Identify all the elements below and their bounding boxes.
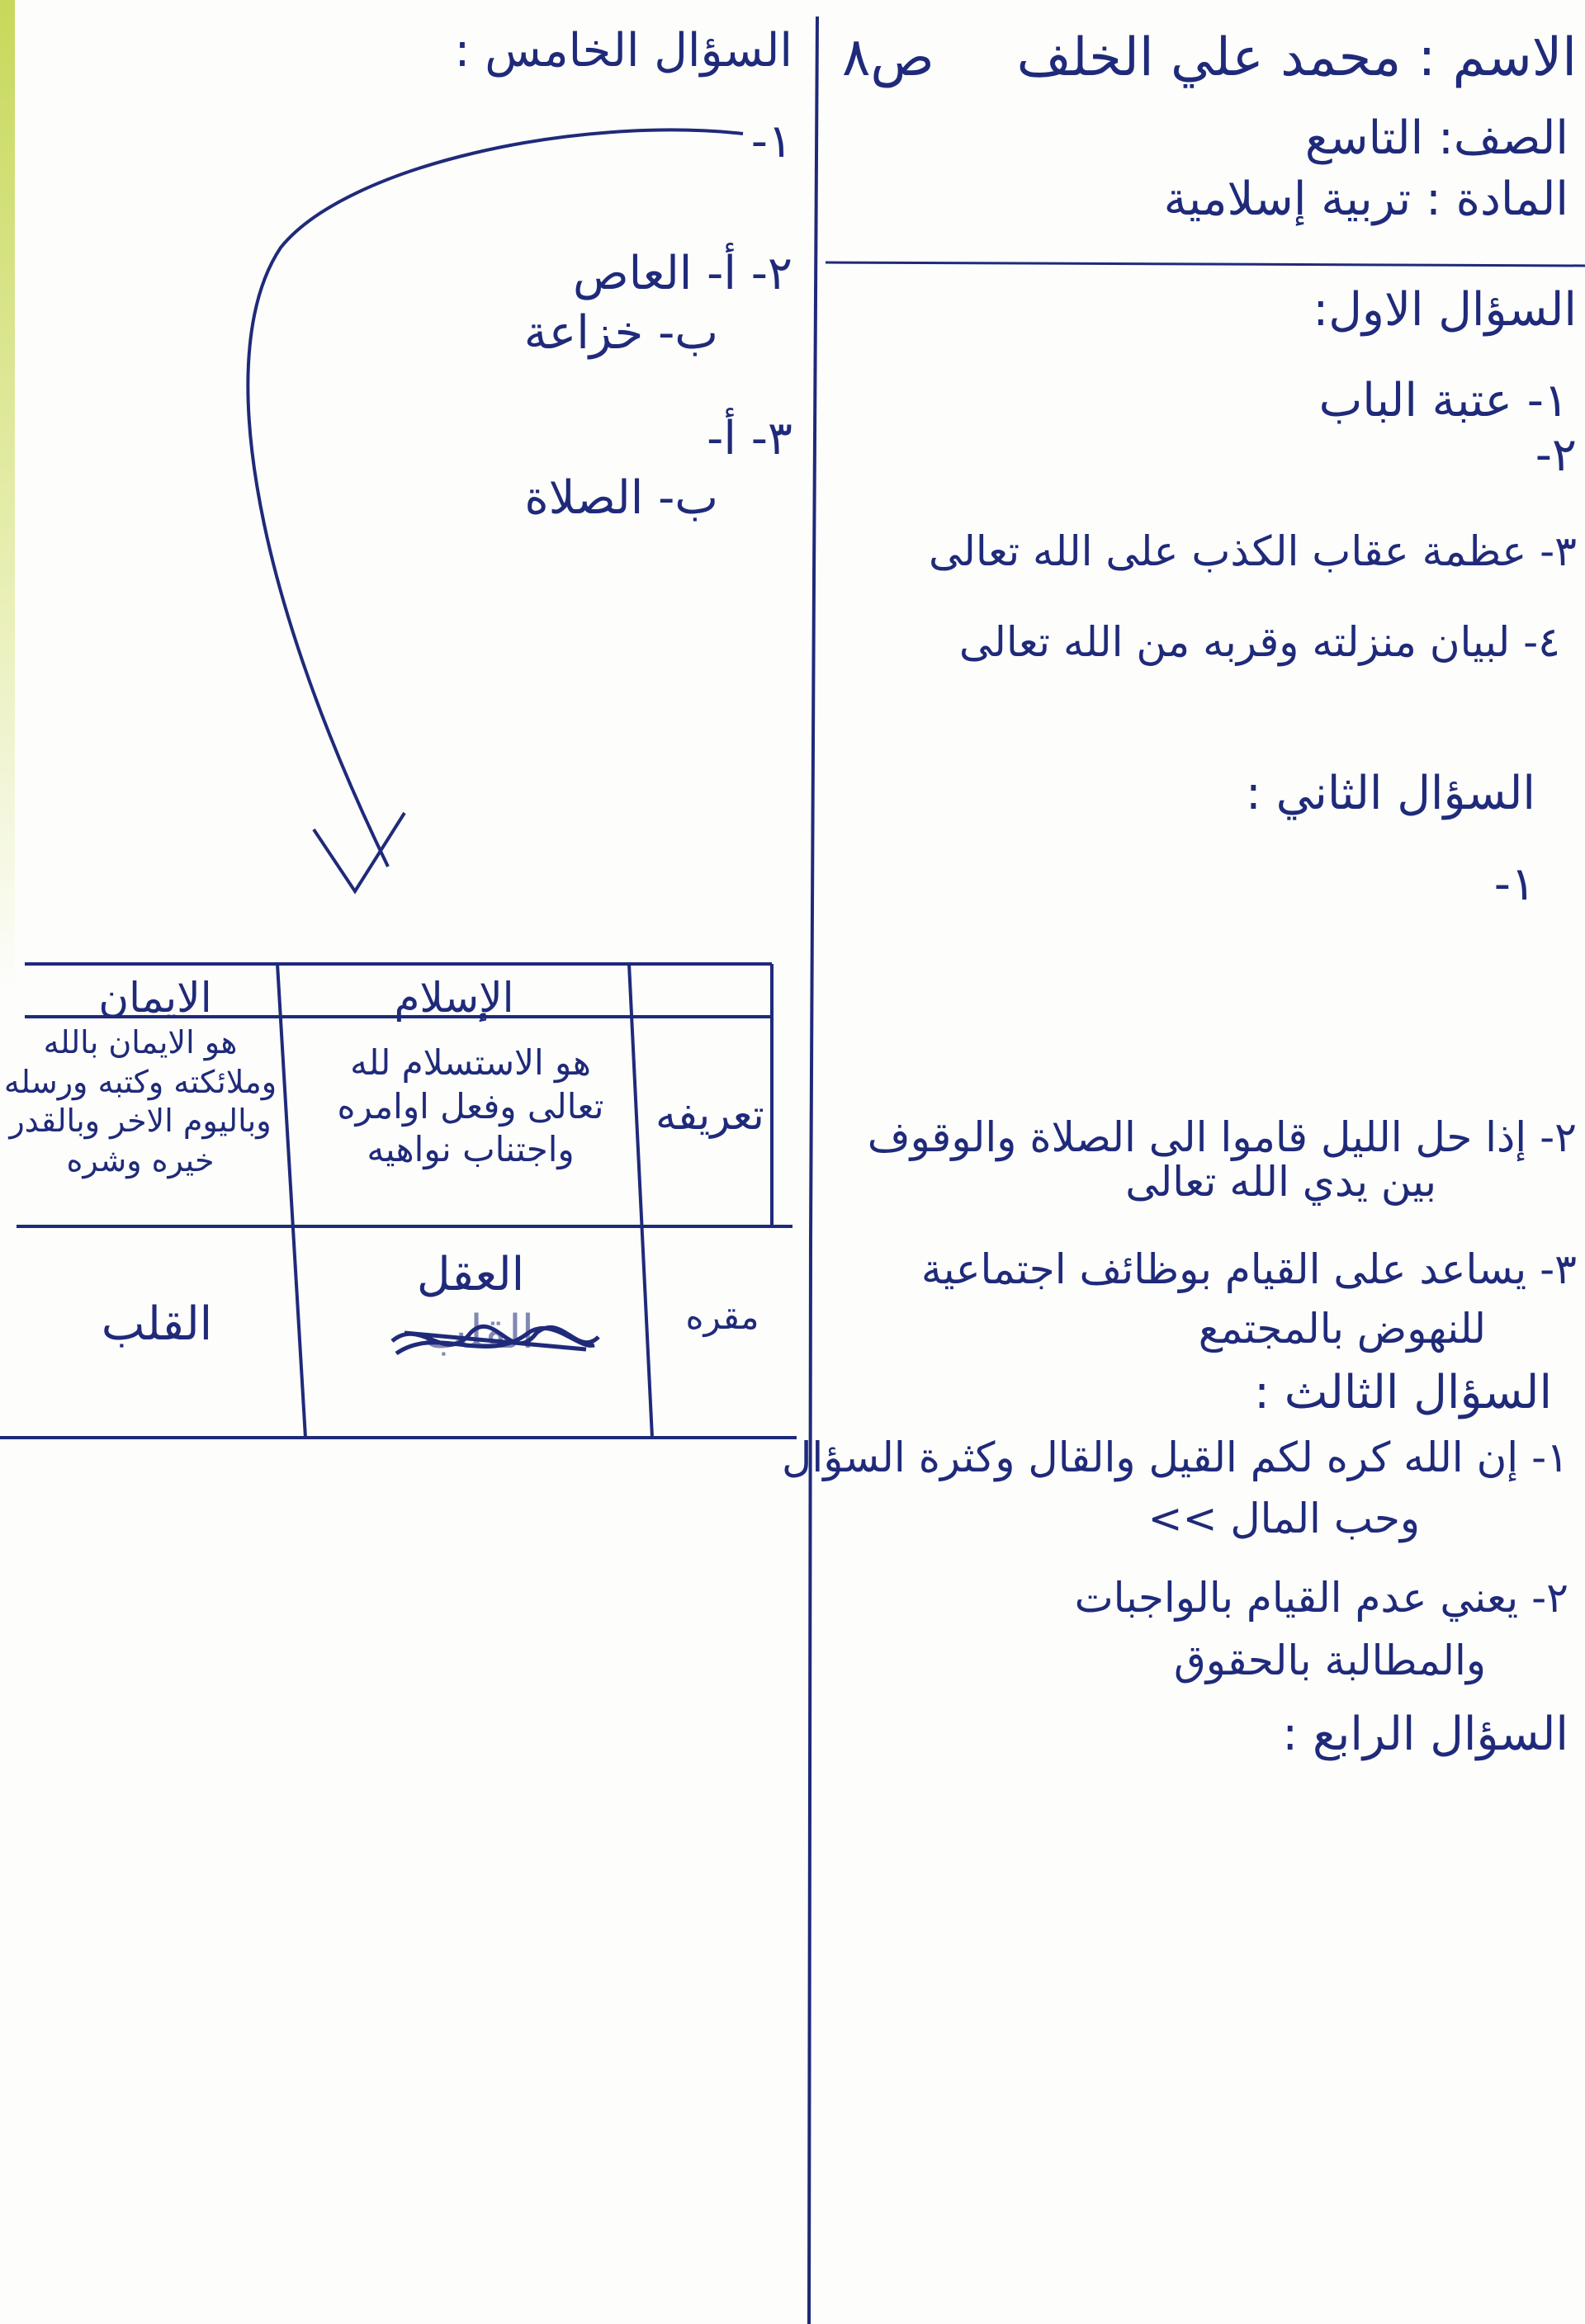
definition-iman: هو الايمان بالله وملائكته وكتبه ورسله وباليوم الاخر وبالقدر خيره وشره — [3, 1024, 277, 1179]
q1-title: السؤال الاول: — [1313, 283, 1577, 337]
q4-title: السؤال الرابع : — [1282, 1708, 1568, 1761]
q3-item-1-line-1: ١- إن الله كره لكم القيل والقال وكثرة السؤال — [782, 1434, 1568, 1481]
seat-islam-crossed-out: القلب — [423, 1306, 535, 1359]
q5-item-1: ١- — [750, 115, 792, 168]
q1-item-2: ٢- — [1535, 428, 1577, 482]
table-header-islam: الإسلام — [394, 974, 514, 1022]
q5-title: السؤال الخامس : — [454, 24, 792, 78]
q2-item-2-line-2: بين يدي الله تعالى — [1125, 1158, 1436, 1206]
q2-title: السؤال الثاني : — [1245, 767, 1535, 820]
q5-item-3b: ب- الصلاة — [524, 471, 718, 525]
student-class: الصف: التاسع — [1304, 111, 1568, 165]
seat-islam: العقل — [416, 1248, 525, 1301]
subject-name: المادة : تربية إسلامية — [1163, 172, 1568, 226]
q5-item-2a: ٢- أ- العاص — [572, 247, 792, 300]
header-rule-line — [826, 262, 1585, 266]
q3-item-2-line-2: والمطالبة بالحقوق — [1173, 1637, 1486, 1684]
q5-item-3a: ٣- أ- — [707, 412, 792, 465]
q2-item-3-line-2: للنهوض بالمجتمع — [1198, 1305, 1486, 1353]
q2-item-3-line-1: ٣- يساعد على القيام بوظائف اجتماعية — [920, 1245, 1577, 1293]
q1-item-1: ١- عتبة الباب — [1318, 374, 1568, 427]
column-divider-line — [809, 17, 817, 2324]
seat-iman: القلب — [101, 1297, 213, 1351]
q1-item-4: ٤- لبيان منزلته وقربه من الله تعالى — [958, 618, 1560, 666]
scribble-strike — [388, 1308, 603, 1374]
q5-item-2b: ب- خزاعة — [523, 306, 718, 360]
q2-item-2-line-1: ٢- إذا حل الليل قاموا الى الصلاة والوقوف — [867, 1113, 1577, 1161]
definition-islam: هو الاستسلام لله تعالى وفعل اوامره واجتناب نواهيه — [337, 1042, 604, 1169]
q3-title: السؤال الثالث : — [1254, 1366, 1552, 1419]
student-name: الاسم : محمد علي الخلف — [1016, 27, 1577, 88]
row-label-seat: مقره — [685, 1297, 759, 1337]
row-label-definition: تعريفه — [655, 1091, 764, 1139]
q3-item-2-line-1: ٢- يعني عدم القيام بالواجبات — [1074, 1574, 1568, 1622]
table-header-iman: الايمان — [98, 974, 212, 1022]
q2-item-1: ١- — [1493, 857, 1535, 911]
q1-item-3: ٣- عظمة عقاب الكذب على الله تعالى — [928, 527, 1577, 575]
arrow-head — [314, 813, 405, 891]
q3-item-1-line-2: وحب المال >> — [1147, 1495, 1420, 1542]
section-mark: ص٨ — [842, 27, 934, 88]
